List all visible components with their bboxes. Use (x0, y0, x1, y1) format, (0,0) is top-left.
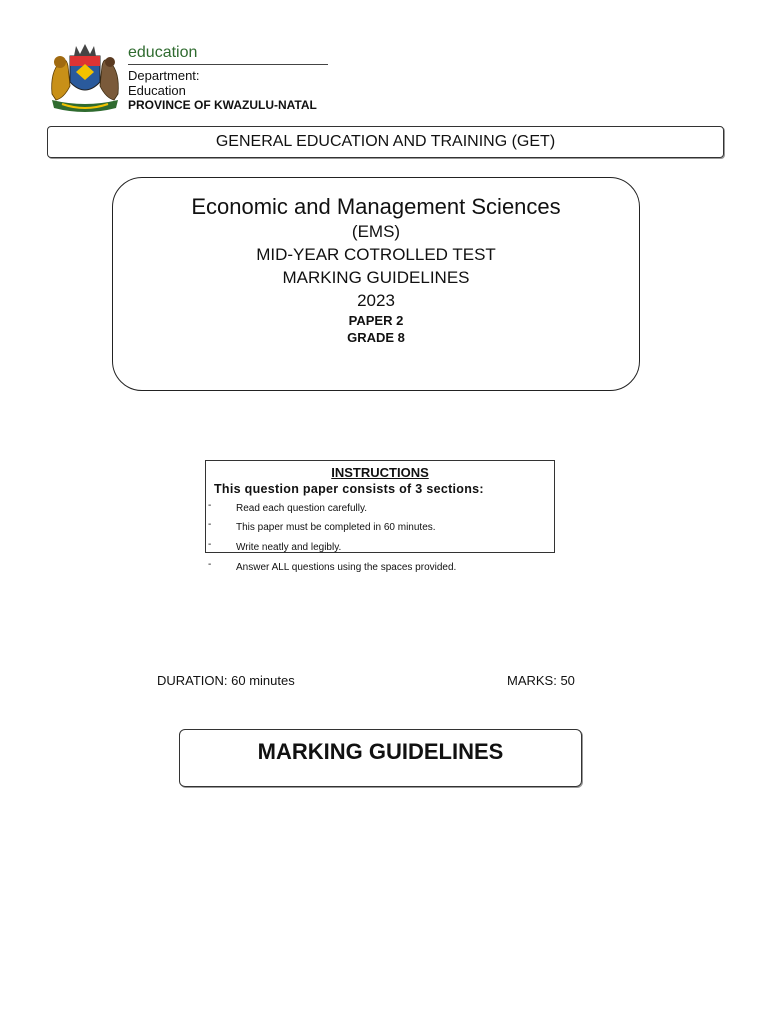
instruction-text: Answer ALL questions using the spaces provided. (236, 562, 457, 573)
marks-label: MARKS: 50 (507, 673, 575, 688)
paper-number: PAPER 2 (348, 313, 404, 328)
instructions-title: INSTRUCTIONS (331, 465, 429, 480)
duration-label: DURATION: 60 minutes (157, 673, 295, 688)
instruction-text: Write neatly and legibly. (236, 542, 342, 553)
year: 2023 (357, 291, 395, 310)
bullet-mark: - (208, 500, 212, 511)
title-block (112, 177, 640, 391)
get-banner: GENERAL EDUCATION AND TRAINING (GET) (47, 126, 724, 158)
test-name: MID-YEAR COTROLLED TEST (256, 245, 496, 264)
department-label: Department: (128, 68, 200, 83)
document-type: MARKING GUIDELINES (282, 268, 470, 287)
education-brand: education (128, 44, 198, 61)
bullet-mark: - (208, 519, 212, 530)
instruction-text: Read each question carefully. (236, 503, 368, 514)
subject-title: Economic and Management Sciences (191, 194, 561, 219)
department-logo-text (128, 44, 333, 113)
instruction-text: This paper must be completed in 60 minutes. (236, 522, 436, 533)
logo-divider (128, 64, 328, 65)
province-label: PROVINCE OF KWAZULU-NATAL (128, 98, 317, 112)
grade-label: GRADE 8 (347, 330, 405, 345)
marking-guidelines-box: MARKING GUIDELINES (179, 729, 582, 787)
bullet-mark: - (208, 539, 212, 550)
kzn-coat-of-arms-logo (46, 42, 124, 114)
education-label: Education (128, 83, 186, 98)
bullet-mark: - (208, 559, 212, 570)
instructions-subtitle: This question paper consists of 3 sections: (214, 482, 484, 496)
subject-abbreviation: (EMS) (351, 222, 401, 241)
